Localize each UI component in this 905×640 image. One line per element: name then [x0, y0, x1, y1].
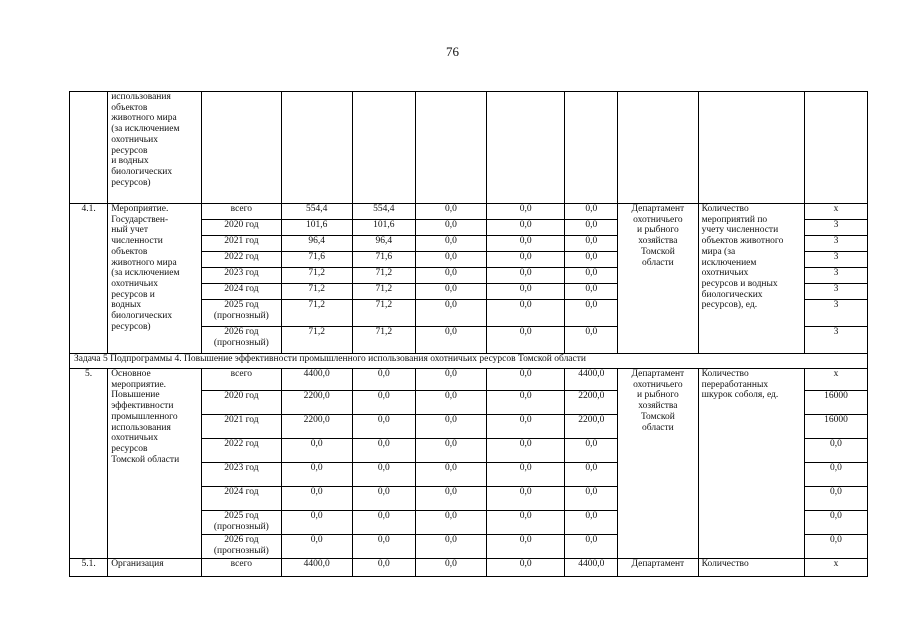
- executor-cell: Департамент охотничьего и рыбного хозяйства Томской области: [618, 204, 699, 354]
- funding-cell: 0,0: [565, 463, 618, 487]
- indicator-value-cell: 3: [804, 236, 867, 252]
- event-name: использования объектов животного мира (за исключением охотничьих ресурсов и водных биологических ресурсов): [108, 92, 202, 204]
- total-cell: 101,6: [281, 220, 352, 236]
- event-name: Организация: [108, 559, 202, 577]
- indicator-value-cell: 16000: [804, 391, 867, 415]
- funding-cell: 0,0: [415, 252, 486, 268]
- funding-cell: 0,0: [352, 439, 415, 463]
- funding-cell: 96,4: [352, 236, 415, 252]
- total-cell: 71,2: [281, 327, 352, 354]
- funding-cell: 0,0: [352, 559, 415, 577]
- table-row: [70, 369, 868, 391]
- indicator-cell: Количество: [698, 559, 804, 577]
- funding-cell: 0,0: [415, 300, 486, 327]
- funding-cell: 4400,0: [565, 559, 618, 577]
- funding-cell: 0,0: [565, 487, 618, 511]
- funding-cell: 101,6: [352, 220, 415, 236]
- indicator-value-cell: 3: [804, 327, 867, 354]
- row-number: 5.: [70, 369, 108, 559]
- funding-cell: 0,0: [565, 511, 618, 535]
- funding-cell: 0,0: [415, 559, 486, 577]
- funding-cell: 0,0: [415, 535, 486, 559]
- period-cell: 2022 год: [202, 439, 281, 463]
- period-cell: 2020 год: [202, 391, 281, 415]
- funding-cell: 2200,0: [565, 391, 618, 415]
- row-number: 4.1.: [70, 204, 108, 354]
- funding-cell: 0,0: [352, 415, 415, 439]
- program-table: [69, 91, 868, 577]
- funding-cell: 0,0: [565, 300, 618, 327]
- funding-cell: 0,0: [415, 268, 486, 284]
- funding-cell: 0,0: [565, 268, 618, 284]
- task-header: Задача 5 Подпрограммы 4. Повышение эффективности промышленного использования охотничьих ресурсов Томской области: [70, 354, 868, 369]
- funding-cell: 0,0: [487, 487, 565, 511]
- total-cell: 0,0: [281, 487, 352, 511]
- funding-cell: 0,0: [565, 252, 618, 268]
- funding-cell: 0,0: [565, 236, 618, 252]
- funding-cell: 0,0: [415, 220, 486, 236]
- funding-cell: 0,0: [487, 559, 565, 577]
- total-cell: 96,4: [281, 236, 352, 252]
- total-cell: 71,6: [281, 252, 352, 268]
- total-cell: 0,0: [281, 535, 352, 559]
- funding-cell: 0,0: [565, 220, 618, 236]
- indicator-value-cell: 3: [804, 268, 867, 284]
- total-cell: 0,0: [281, 463, 352, 487]
- funding-cell: 0,0: [487, 439, 565, 463]
- executor-cell: Департамент охотничьего и рыбного хозяйства Томской области: [618, 369, 699, 559]
- funding-cell: 2200,0: [565, 415, 618, 439]
- indicator-value-cell: x: [804, 204, 867, 220]
- row-number: 5.1.: [70, 559, 108, 577]
- period-cell: всего: [202, 369, 281, 391]
- funding-cell: 0,0: [352, 535, 415, 559]
- funding-cell: 71,2: [352, 284, 415, 300]
- period-cell: 2025 год (прогнозный): [202, 300, 281, 327]
- period-cell: 2023 год: [202, 463, 281, 487]
- table-body: [70, 92, 868, 577]
- funding-cell: 0,0: [487, 236, 565, 252]
- funding-cell: 0,0: [487, 284, 565, 300]
- event-name: Мероприятие. Государствен- ный учет численности объектов животного мира (за исключением охотничьих ресурсов и водных биологических ресурсов): [108, 204, 202, 354]
- task-header-row: [70, 354, 868, 369]
- period-cell: 2024 год: [202, 284, 281, 300]
- funding-cell: 0,0: [487, 204, 565, 220]
- indicator-value-cell: 0,0: [804, 463, 867, 487]
- funding-cell: 0,0: [415, 511, 486, 535]
- indicator-cell: Количество переработанных шкурок соболя, ед.: [698, 369, 804, 559]
- funding-cell: 4400,0: [565, 369, 618, 391]
- funding-cell: 0,0: [352, 487, 415, 511]
- indicator-value-cell: 0,0: [804, 439, 867, 463]
- period-cell: 2024 год: [202, 487, 281, 511]
- total-cell: 4400,0: [281, 369, 352, 391]
- funding-cell: 0,0: [565, 204, 618, 220]
- funding-cell: 0,0: [415, 391, 486, 415]
- indicator-value-cell: x: [804, 559, 867, 577]
- funding-cell: 0,0: [487, 391, 565, 415]
- indicator-cell: Количество мероприятий по учету численности объектов животного мира (за исключением охотничьих ресурсов и водных биологических ресурсов), ед.: [698, 204, 804, 354]
- executor-cell: Департамент: [618, 559, 699, 577]
- funding-cell: 0,0: [565, 439, 618, 463]
- funding-cell: 0,0: [487, 327, 565, 354]
- funding-cell: 71,2: [352, 300, 415, 327]
- funding-cell: 0,0: [415, 439, 486, 463]
- funding-cell: 0,0: [415, 415, 486, 439]
- period-cell: 2026 год (прогнозный): [202, 535, 281, 559]
- period-cell: 2026 год (прогнозный): [202, 327, 281, 354]
- table-row: [70, 204, 868, 220]
- indicator-value-cell: 3: [804, 220, 867, 236]
- funding-cell: 0,0: [415, 236, 486, 252]
- page-number: 76: [446, 44, 459, 59]
- funding-cell: 0,0: [415, 327, 486, 354]
- funding-cell: 0,0: [487, 252, 565, 268]
- indicator-value-cell: 0,0: [804, 535, 867, 559]
- total-cell: 0,0: [281, 511, 352, 535]
- indicator-value-cell: 3: [804, 252, 867, 268]
- total-cell: 71,2: [281, 268, 352, 284]
- period-cell: 2025 год (прогнозный): [202, 511, 281, 535]
- indicator-value-cell: x: [804, 369, 867, 391]
- period-cell: 2023 год: [202, 268, 281, 284]
- funding-cell: 71,6: [352, 252, 415, 268]
- funding-cell: 0,0: [487, 268, 565, 284]
- indicator-value-cell: 3: [804, 284, 867, 300]
- period-cell: 2021 год: [202, 415, 281, 439]
- event-name: Основное мероприятие. Повышение эффективности промышленного использования охотничьих ресурсов Томской области: [108, 369, 202, 559]
- indicator-value-cell: 0,0: [804, 487, 867, 511]
- indicator-value-cell: 3: [804, 300, 867, 327]
- funding-cell: 0,0: [487, 300, 565, 327]
- total-cell: 2200,0: [281, 415, 352, 439]
- funding-cell: 0,0: [415, 463, 486, 487]
- total-cell: 0,0: [281, 439, 352, 463]
- total-cell: 71,2: [281, 300, 352, 327]
- funding-cell: 0,0: [487, 369, 565, 391]
- funding-cell: 0,0: [565, 327, 618, 354]
- funding-cell: 0,0: [415, 204, 486, 220]
- period-cell: 2021 год: [202, 236, 281, 252]
- period-cell: 2020 год: [202, 220, 281, 236]
- period-cell: всего: [202, 559, 281, 577]
- funding-cell: 0,0: [352, 391, 415, 415]
- total-cell: 71,2: [281, 284, 352, 300]
- funding-cell: 0,0: [487, 220, 565, 236]
- table-row: [70, 559, 868, 577]
- indicator-value-cell: 16000: [804, 415, 867, 439]
- total-cell: 554,4: [281, 204, 352, 220]
- funding-cell: 0,0: [415, 369, 486, 391]
- total-cell: 4400,0: [281, 559, 352, 577]
- funding-cell: 0,0: [487, 415, 565, 439]
- table-row-top: [70, 92, 868, 204]
- funding-cell: 0,0: [565, 284, 618, 300]
- funding-cell: 0,0: [352, 463, 415, 487]
- funding-cell: 0,0: [487, 535, 565, 559]
- funding-cell: 0,0: [415, 284, 486, 300]
- funding-cell: 0,0: [352, 511, 415, 535]
- period-cell: всего: [202, 204, 281, 220]
- funding-cell: 0,0: [487, 463, 565, 487]
- funding-cell: 0,0: [415, 487, 486, 511]
- funding-cell: 71,2: [352, 268, 415, 284]
- funding-cell: 0,0: [565, 535, 618, 559]
- total-cell: 2200,0: [281, 391, 352, 415]
- period-cell: 2022 год: [202, 252, 281, 268]
- indicator-value-cell: 0,0: [804, 511, 867, 535]
- funding-cell: 554,4: [352, 204, 415, 220]
- funding-cell: 0,0: [487, 511, 565, 535]
- funding-cell: 71,2: [352, 327, 415, 354]
- funding-cell: 0,0: [352, 369, 415, 391]
